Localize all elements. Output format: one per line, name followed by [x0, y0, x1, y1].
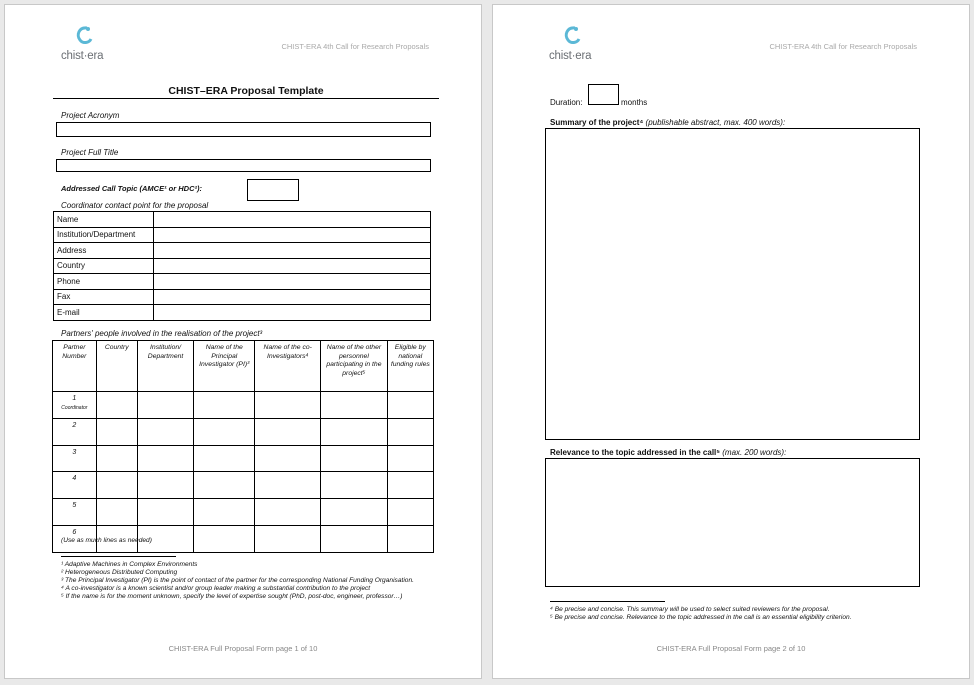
partners-column-header: Institution/ Department — [137, 341, 194, 392]
partner-cell-field[interactable] — [387, 418, 433, 445]
footnote-separator — [550, 601, 665, 602]
contact-row — [54, 305, 431, 321]
project-acronym-label: Project Acronym — [61, 111, 120, 120]
partner-cell-field[interactable] — [387, 472, 433, 499]
partner-cell-field[interactable] — [255, 392, 321, 419]
partner-cell-field[interactable] — [321, 525, 387, 552]
partner-cell-field[interactable] — [96, 392, 137, 419]
footnote-separator — [61, 556, 176, 557]
footnote: ⁴ Be precise and concise. This summary will be used to select suited reviewers for the proposal. — [550, 606, 830, 613]
summary-note: (publishable abstract, max. 400 words): — [645, 118, 786, 127]
logo-swirl-icon — [561, 25, 583, 47]
partners-column-header: Eligible by national funding rules — [387, 341, 433, 392]
relevance-heading — [550, 448, 786, 457]
partners-column-header: Name of the other personnel participating in the project⁵ — [321, 341, 387, 392]
partner-number — [53, 418, 97, 445]
partner-number-value: 1 — [72, 395, 77, 402]
contact-label: Phone — [54, 274, 154, 290]
partner-cell-field[interactable] — [321, 445, 387, 472]
partners-table — [52, 340, 434, 553]
relevance-title: Relevance to the topic addressed in the call⁵ — [550, 448, 721, 457]
footnotes-page-2 — [550, 606, 916, 622]
partner-cell-field[interactable] — [194, 418, 255, 445]
partner-number — [53, 392, 97, 419]
page-title: CHIST–ERA Proposal Template — [53, 85, 439, 99]
contact-value-field[interactable] — [154, 212, 431, 228]
coordinator-label: Coordinator contact point for the proposal — [61, 201, 209, 210]
footnotes-page-1 — [61, 561, 427, 601]
partner-cell-field[interactable] — [387, 525, 433, 552]
partner-cell-field[interactable] — [96, 472, 137, 499]
partner-cell-field[interactable] — [96, 418, 137, 445]
partner-cell-field[interactable] — [255, 445, 321, 472]
contact-row — [54, 289, 431, 305]
partner-cell-field[interactable] — [321, 392, 387, 419]
partner-cell-field[interactable] — [96, 499, 137, 526]
partner-row — [53, 445, 434, 472]
contact-label: Fax — [54, 289, 154, 305]
running-header: CHIST-ERA 4th Call for Research Proposals — [769, 42, 917, 51]
partner-cell-field[interactable] — [194, 392, 255, 419]
contact-row — [54, 212, 431, 228]
duration-label: Duration: — [550, 98, 583, 107]
partner-cell-field[interactable] — [194, 472, 255, 499]
contact-row — [54, 227, 431, 243]
partner-number — [53, 445, 97, 472]
document-page-2 — [492, 4, 970, 679]
use-lines-note: (Use as much lines as needed) — [61, 537, 152, 544]
running-header: CHIST-ERA 4th Call for Research Proposals — [281, 42, 429, 51]
chistera-logo — [549, 25, 609, 67]
partner-row — [53, 392, 434, 419]
footnote: ² Heterogeneous Distributed Computing — [61, 569, 178, 576]
partner-cell-field[interactable] — [321, 418, 387, 445]
partner-number-value: 4 — [72, 475, 77, 483]
relevance-textbox[interactable] — [545, 458, 920, 587]
project-full-title-label: Project Full Title — [61, 148, 119, 157]
partners-label: Partners' people involved in the realisation of the project³ — [61, 329, 263, 338]
partner-row — [53, 499, 434, 526]
contact-value-field[interactable] — [154, 305, 431, 321]
page-footer: CHIST-ERA Full Proposal Form page 1 of 10 — [168, 644, 318, 653]
relevance-note: (max. 200 words): — [722, 448, 787, 457]
partner-row — [53, 472, 434, 499]
logo-swirl-icon — [73, 25, 95, 47]
partner-cell-field[interactable] — [194, 525, 255, 552]
partner-cell-field[interactable] — [255, 472, 321, 499]
partner-row — [53, 418, 434, 445]
partner-cell-field[interactable] — [137, 499, 194, 526]
contact-label: Institution/Department — [54, 227, 154, 243]
footnote: ⁴ A co-investigator is a known scientist and/or group leader making a substantial contribution to the project — [61, 585, 371, 592]
logo-text: chist·era — [61, 50, 104, 62]
summary-title: Summary of the project⁴ — [550, 118, 644, 127]
footnote: ⁵ Be precise and concise. Relevance to the topic addressed in the call is an essential eligibility criterion. — [550, 614, 852, 621]
document-page-1 — [4, 4, 482, 679]
partner-number-value: 3 — [72, 448, 77, 456]
partner-cell-field[interactable] — [137, 418, 194, 445]
partner-cell-field[interactable] — [387, 499, 433, 526]
contact-row — [54, 274, 431, 290]
project-acronym-field[interactable] — [56, 122, 431, 137]
contact-value-field[interactable] — [154, 227, 431, 243]
call-topic-field[interactable] — [247, 179, 299, 201]
summary-heading — [550, 118, 785, 127]
partners-column-header: Country — [96, 341, 137, 392]
partner-number-value: 2 — [72, 421, 77, 429]
duration-field[interactable] — [588, 84, 619, 105]
partner-cell-field[interactable] — [194, 445, 255, 472]
chistera-logo — [61, 25, 121, 67]
partner-number — [53, 499, 97, 526]
partner-cell-field[interactable] — [137, 472, 194, 499]
contact-value-field[interactable] — [154, 289, 431, 305]
project-full-title-field[interactable] — [56, 159, 431, 172]
footnote: ⁵ If the name is for the moment unknown, specify the level of expertise sought (PhD, post-doc, engineer, professor…) — [61, 593, 403, 600]
contact-value-field[interactable] — [154, 274, 431, 290]
partner-cell-field[interactable] — [321, 472, 387, 499]
partner-cell-field[interactable] — [387, 445, 433, 472]
partner-cell-field[interactable] — [255, 525, 321, 552]
coordinator-sub-label: Coordinator — [61, 405, 88, 411]
partner-number-value: 6 — [72, 528, 77, 536]
contact-label: Country — [54, 258, 154, 274]
page-footer: CHIST-ERA Full Proposal Form page 2 of 10 — [656, 644, 806, 653]
partner-cell-field[interactable] — [321, 499, 387, 526]
contact-label: Name — [54, 212, 154, 228]
partner-cell-field[interactable] — [387, 392, 433, 419]
partner-cell-field[interactable] — [255, 499, 321, 526]
contact-label: E-mail — [54, 305, 154, 321]
contact-row — [54, 258, 431, 274]
contact-row — [54, 243, 431, 259]
contact-value-field[interactable] — [154, 243, 431, 259]
partner-cell-field[interactable] — [137, 392, 194, 419]
partners-column-header: Name of the Principal Investigator (PI)³ — [194, 341, 255, 392]
contact-label: Address — [54, 243, 154, 259]
partner-cell-field[interactable] — [255, 418, 321, 445]
call-topic-label: Addressed Call Topic (AMCE¹ or HDC²): — [61, 184, 202, 193]
footnote: ³ The Principal Investigator (PI) is the point of contact of the partner for the corresponding National Funding Organisation. — [61, 577, 414, 584]
footnote: ¹ Adaptive Machines in Complex Environments — [61, 561, 198, 568]
duration-unit: months — [621, 98, 648, 107]
logo-text: chist·era — [549, 50, 592, 62]
partner-cell-field[interactable] — [137, 445, 194, 472]
contact-value-field[interactable] — [154, 258, 431, 274]
coordinator-contact-table — [53, 211, 431, 321]
summary-textbox[interactable] — [545, 128, 920, 440]
partners-column-header: Name of the co-Investigators⁴ — [255, 341, 321, 392]
partner-number — [53, 472, 97, 499]
partner-cell-field[interactable] — [96, 445, 137, 472]
partner-cell-field[interactable] — [194, 499, 255, 526]
partner-number-value: 5 — [72, 502, 77, 510]
partners-column-header: Partner Number — [53, 341, 97, 392]
